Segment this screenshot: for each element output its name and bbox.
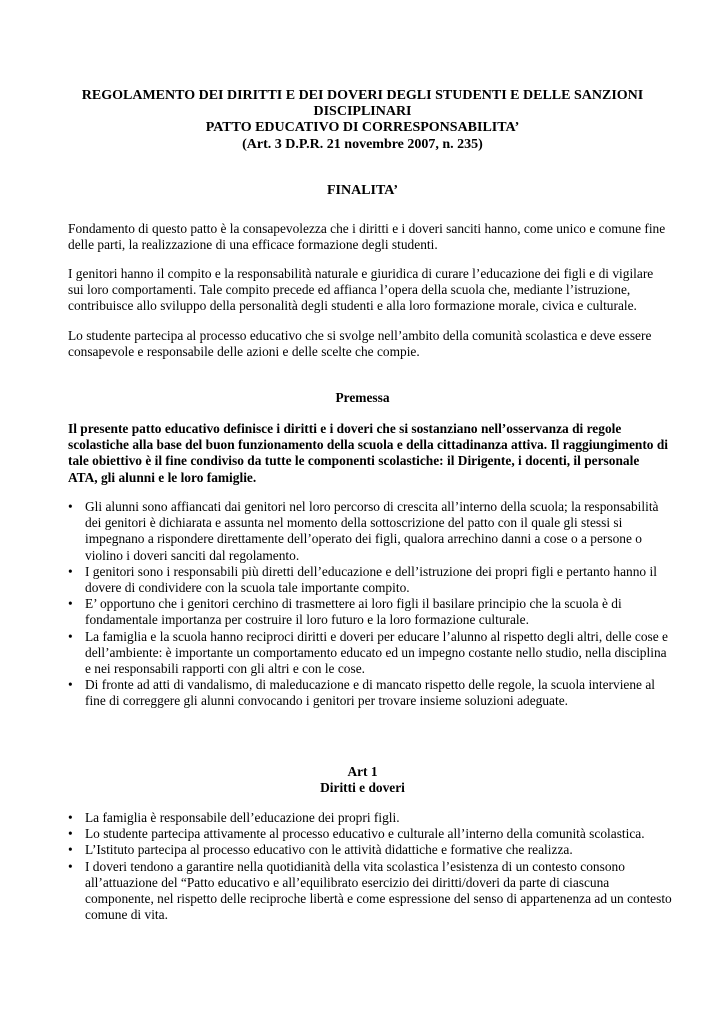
title-line-2: DISCIPLINARI [313,104,412,120]
list-item [68,677,672,709]
finalita-paragraph-1: Fondamento di questo patto è la consapevolezza che i diritti e i doveri sanciti hanno, come unico e comune fine delle parti, la realizzazione di una efficace formazione degli studenti. [68,221,666,253]
title-line-3: PATTO EDUCATIVO DI CORRESPONSABILITA’ [205,120,520,136]
list-item [68,596,672,628]
list-item [68,564,672,596]
list-item-text: L’Istituto partecipa al processo educativo con le attività didattiche e formative che realizza. [85,842,573,858]
finalita-paragraph-3: Lo studente partecipa al processo educativo che si svolge nell’ambito della comunità scolastica e deve essere consapevole e responsabile delle azioni e delle scelte che compie. [68,328,652,360]
list-item [68,629,672,678]
art1-subtitle: Diritti e doveri [320,780,405,795]
bullet-icon: • [68,826,73,842]
list-item [68,810,672,826]
list-item [68,842,672,858]
list-item-text: E’ opportuno che i genitori cerchino di trasmettere ai loro figli il basilare principio che la scuola è di fondamentale importanza per costruire il loro futuro e la loro formazione culturale. [85,596,622,628]
art1-bullet-list [68,810,672,923]
title-line-1: REGOLAMENTO DEI DIRITTI E DEI DOVERI DEGLI STUDENTI E DELLE SANZIONI [81,88,644,103]
list-item [68,499,672,564]
list-item [68,859,672,924]
bullet-icon: • [68,499,73,514]
finalita-paragraph-2: I genitori hanno il compito e la responsabilità naturale e giuridica di curare l’educazione dei figli e di vigilare sui loro comportamenti. Tale compito precede ed affianca l’opera della scuola che, mediante l’istruzione, contribuisce allo sviluppo della personalità degli studenti e alla loro formazione morale, civica e culturale. [68,266,654,314]
bullet-icon: • [68,596,73,612]
bullet-icon: • [68,677,73,693]
bullet-icon: • [68,563,73,579]
premessa-heading: Premessa [335,390,390,405]
title-line-4: (Art. 3 D.P.R. 21 novembre 2007, n. 235) [242,136,483,152]
document-title [60,88,665,153]
list-item-text: La famiglia è responsabile dell’educazione dei propri figli. [85,810,400,825]
premessa-bullet-list [68,499,672,710]
premessa-intro: Il presente patto educativo definisce i diritti e i doveri che si sostanziano nell’osservanza di regole scolastiche alla base del buon funzionamento della scuola e della cittadinanza attiva. Il raggiungimento di tale obiettivo è il fine condiviso da tutte le componenti scolastiche: il Dirigente, i docenti, il personale ATA, gli alunni e le loro famiglie. [68,421,669,485]
finalita-heading: FINALITA’ [326,183,399,198]
bullet-icon: • [68,810,73,825]
list-item-text: Lo studente partecipa attivamente al processo educativo e culturale all’interno della comunità scolastica. [85,826,645,842]
list-item-text: I doveri tendono a garantire nella quotidianità della vita scolastica l’esistenza di un contesto consono all’attuazione del “Patto educativo e all’equilibrato esercizio dei diritti/doveri da parte di ciascuna componente, nel rispetto delle reciproche libertà e come espressione del senso di appartenenza ad un contesto comune di vita. [85,858,672,923]
list-item-text: I genitori sono i responsabili più diretti dell’educazione e dell’istruzione dei propri figli e pertanto hanno il dovere di condividere con la scuola tale importante compito. [85,563,657,596]
bullet-icon: • [68,842,73,858]
list-item [68,826,672,842]
bullet-icon: • [68,628,73,644]
bullet-icon: • [68,858,73,874]
list-item-text: Gli alunni sono affiancati dai genitori nel loro percorso di crescita all’interno della scuola; la responsabilità dei genitori è dichiarata e assunta nel momento della sottoscrizione del patto con il quale gli stessi si impegnano a rispondere direttamente dell’operato dei figli, qualora arrechino danni a cose o a persone o violino i doveri sanciti dal regolamento. [85,499,659,563]
list-item-text: Di fronte ad atti di vandalismo, di maleducazione e di mancato rispetto delle regole, la scuola interviene al fine di correggere gli alunni convocando i genitori per trovare insieme soluzioni adeguate. [85,677,656,709]
art1-number: Art 1 [347,764,378,779]
list-item-text: La famiglia e la scuola hanno reciproci diritti e doveri per educare l’alunno al rispetto degli altri, delle cose e dell’ambiente: è importante un comportamento educato ed un impegno costante nello studio, nella disciplina e nei responsabili rapporti con gli altri e con le cose. [85,628,668,677]
